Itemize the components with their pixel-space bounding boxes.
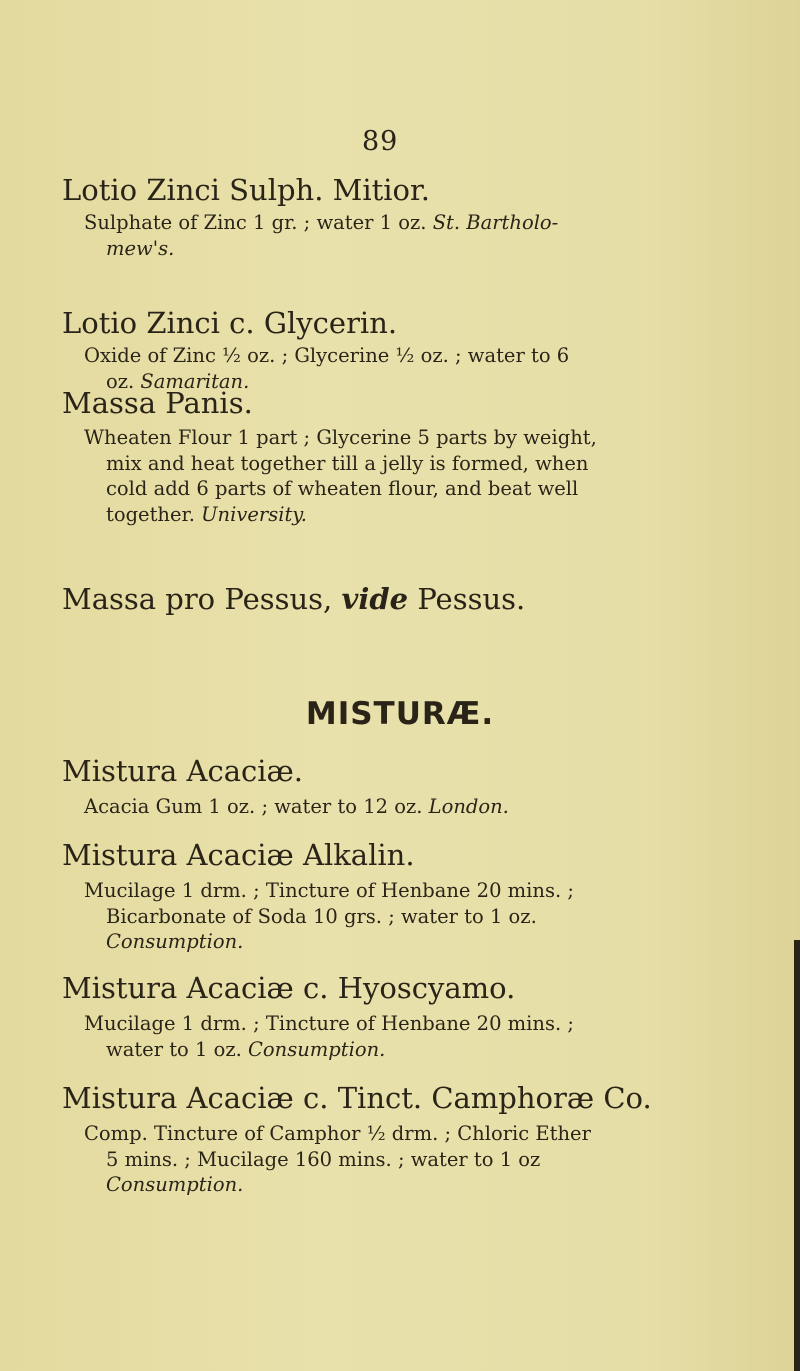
page-edge-shadow bbox=[794, 940, 800, 1371]
entry-line bbox=[84, 502, 752, 528]
page-number: 89 bbox=[362, 126, 399, 157]
line-text: together. bbox=[106, 502, 202, 526]
entry-body bbox=[84, 1011, 752, 1062]
entry-title: Massa Panis. bbox=[62, 386, 253, 420]
entry-mistura-acaciae-hyoscyamo bbox=[62, 971, 752, 1062]
line-text: cold add 6 parts of wheaten flour, and beat well bbox=[106, 477, 579, 500]
line-text: mix and heat together till a jelly is formed, when bbox=[106, 451, 589, 475]
entry-body bbox=[84, 210, 752, 261]
entry-title: Mistura Acaciæ. bbox=[62, 754, 304, 788]
line-text: Acacia Gum 1 oz. ; water to 12 oz. bbox=[84, 795, 429, 818]
entry-mistura-acaciae bbox=[62, 754, 752, 820]
title-text: Pessus. bbox=[408, 582, 526, 616]
line-source: University. bbox=[201, 502, 307, 526]
entry-massa-panis bbox=[62, 386, 752, 527]
line-text: water to 1 oz. bbox=[106, 1037, 249, 1061]
entry-lotio-zinci-sulph bbox=[62, 173, 752, 261]
line-text: Wheaten Flour 1 part ; Glycerine 5 parts by weight, bbox=[84, 426, 597, 449]
line-text: Mucilage 1 drm. ; Tincture of Henbane 20 mins. ; bbox=[84, 879, 574, 902]
entry-title: Mistura Acaciæ c. Hyoscyamo. bbox=[62, 971, 516, 1005]
line-text: Oxide of Zinc ½ oz. ; Glycerine ½ oz. ; water to 6 bbox=[84, 344, 570, 367]
line-text: Bicarbonate of Soda 10 grs. ; water to 1 oz. bbox=[106, 904, 537, 928]
line-text: 5 mins. ; Mucilage 160 mins. ; water to 1 oz bbox=[106, 1147, 541, 1171]
line-text: Comp. Tincture of Camphor ½ drm. ; Chloric Ether bbox=[84, 1122, 591, 1145]
entry-line bbox=[84, 1147, 752, 1173]
line-source: Consumption. bbox=[106, 930, 244, 953]
line-text: Mucilage 1 drm. ; Tincture of Henbane 20 mins. ; bbox=[84, 1012, 574, 1035]
entry-line bbox=[84, 1121, 752, 1147]
title-text: Massa pro Pessus, bbox=[62, 582, 342, 616]
entry-lotio-zinci-glycerin bbox=[62, 306, 752, 394]
line-source: mew's. bbox=[106, 236, 175, 260]
entry-line bbox=[84, 878, 752, 904]
entry-mistura-acaciae-camphorae bbox=[62, 1081, 752, 1198]
line-text: Sulphate of Zinc 1 gr. ; water 1 oz. bbox=[84, 211, 433, 234]
entry-title: Mistura Acaciæ Alkalin. bbox=[62, 838, 415, 872]
section-heading: MISTURÆ. bbox=[305, 696, 495, 732]
entry-body bbox=[84, 878, 752, 955]
entry-line bbox=[84, 1172, 752, 1198]
line-source: Consumption. bbox=[248, 1037, 386, 1061]
entry-body bbox=[84, 1121, 752, 1198]
entry-title: Mistura Acaciæ c. Tinct. Camphoræ Co. bbox=[62, 1081, 652, 1115]
entry-line bbox=[84, 451, 752, 477]
line-text: oz. bbox=[106, 369, 141, 393]
title-italic: vide bbox=[341, 582, 409, 616]
entry-line bbox=[84, 904, 752, 930]
entry-line bbox=[84, 343, 752, 369]
entry-mistura-acaciae-alkalin bbox=[62, 838, 752, 955]
entry-title: Lotio Zinci Sulph. Mitior. bbox=[62, 173, 430, 207]
entry-line bbox=[84, 1011, 752, 1037]
line-source: London. bbox=[428, 795, 509, 818]
entry-line bbox=[84, 210, 752, 236]
line-source: Consumption. bbox=[106, 1173, 244, 1196]
entry-line bbox=[84, 236, 752, 262]
entry-line bbox=[84, 476, 752, 502]
line-source: St. Bartholo- bbox=[432, 211, 559, 234]
entry-title bbox=[62, 582, 752, 616]
entry-line bbox=[84, 425, 752, 451]
line-source: Samaritan. bbox=[140, 369, 250, 393]
entry-line bbox=[84, 1037, 752, 1063]
entry-massa-pro-pessus bbox=[62, 582, 752, 616]
entry-title: Lotio Zinci c. Glycerin. bbox=[62, 306, 398, 340]
entry-body bbox=[84, 794, 752, 820]
entry-body bbox=[84, 425, 752, 527]
entry-line bbox=[84, 929, 752, 955]
entry-line bbox=[84, 794, 752, 820]
